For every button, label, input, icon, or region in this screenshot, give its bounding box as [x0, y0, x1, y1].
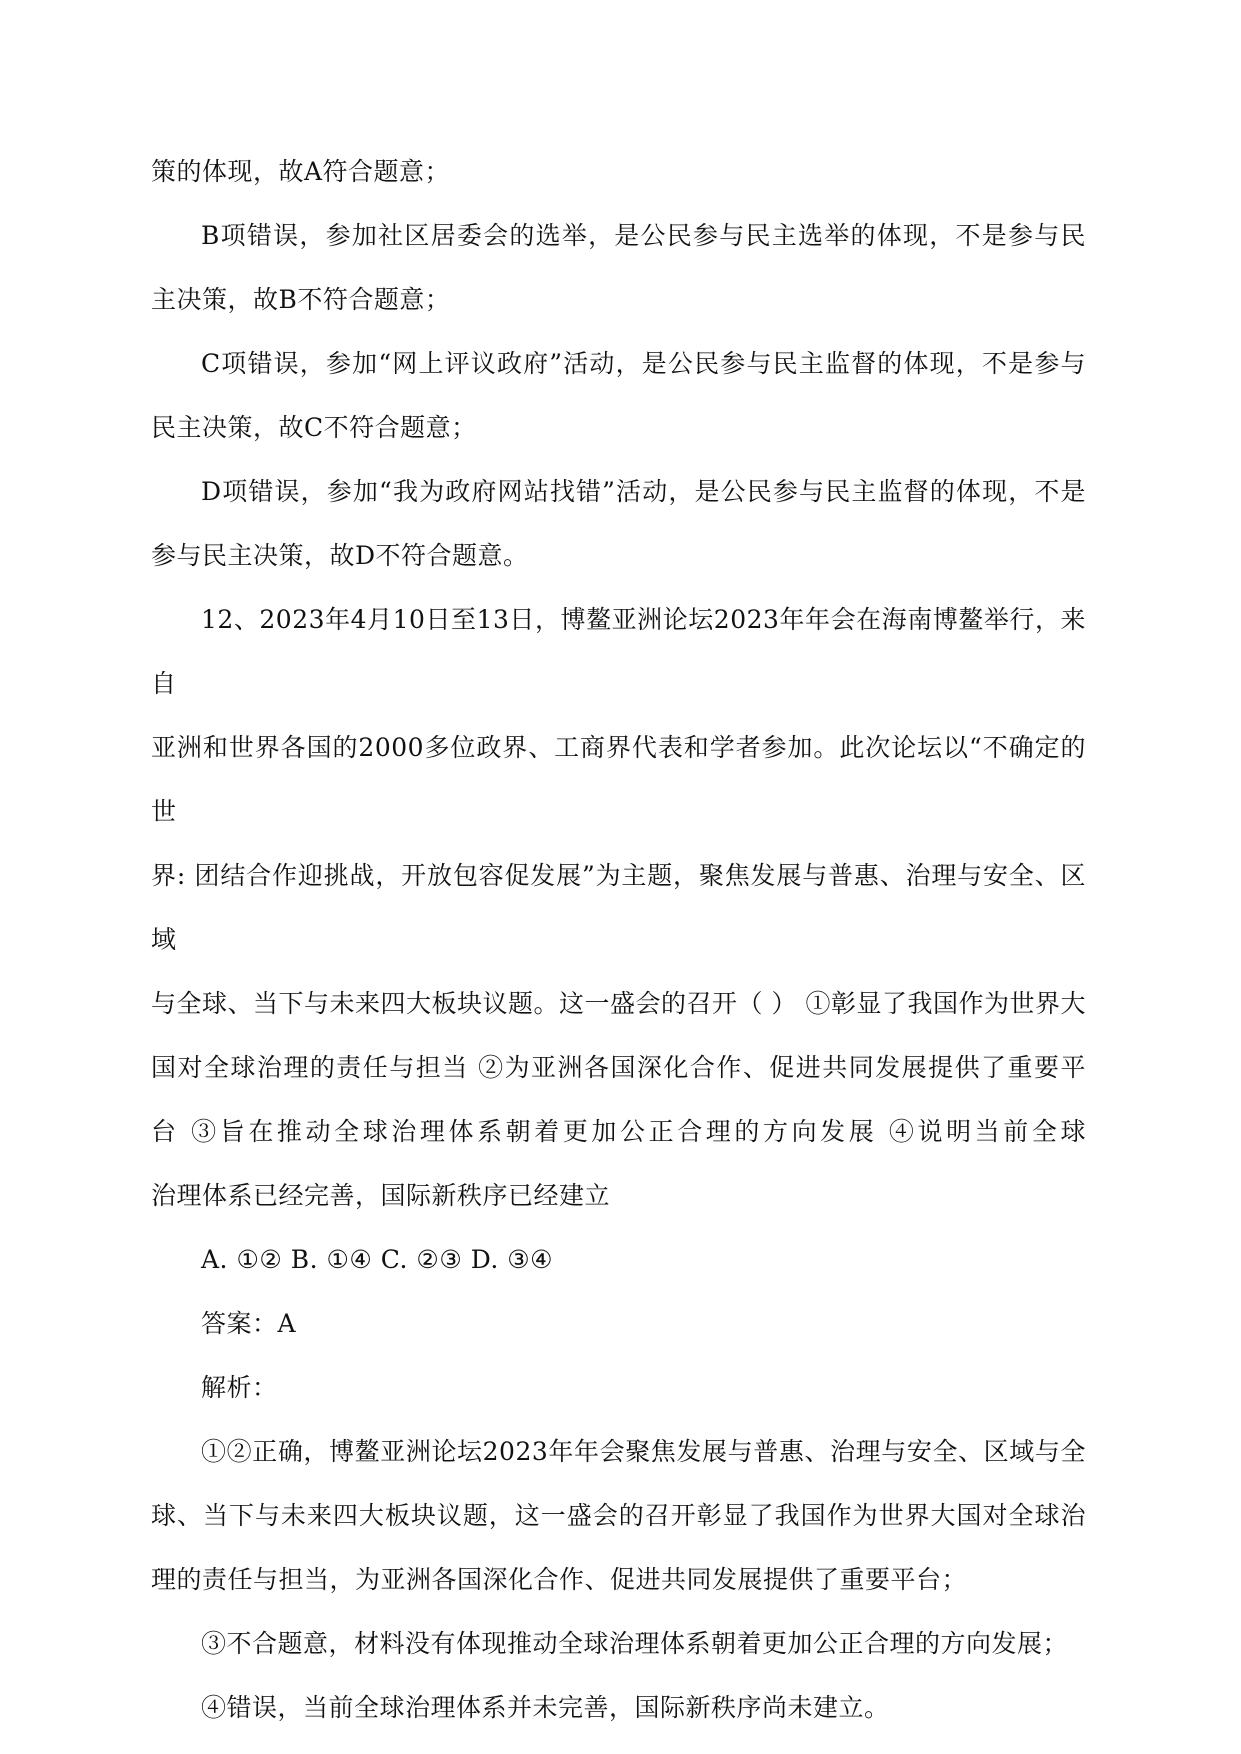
question-stem-line: 12、2023年4月10日至13日，博鳌亚洲论坛2023年年会在海南博鳌举行，来自	[151, 605, 1086, 698]
option-c-analysis: C项错误，参加“网上评议政府”活动，是公民参与民主监督的体现，不是参与民主决策，故C不符合题意；	[151, 349, 1086, 442]
statement-3: ③旨在推动全球治理体系朝着更加公正合理的方向发展	[191, 1117, 878, 1146]
analysis-statement-3: ③不合题意，材料没有体现推动全球治理体系朝着更加公正合理的方向发展；	[201, 1629, 1069, 1658]
answer: 答案：A	[201, 1309, 297, 1338]
option-d: D. ③④	[470, 1245, 554, 1274]
question-stem-line	[151, 1100, 1086, 1164]
option-d-analysis: D项错误，参加“我为政府网站找错”活动，是公民参与民主监督的体现，不是参与民主决策，故D不符合题意。	[151, 477, 1086, 570]
question-stem-line: 治理体系已经完善，国际新秩序已经建立	[151, 1181, 611, 1210]
document-body	[151, 140, 1086, 1740]
option-b-analysis: B项错误，参加社区居委会的选举，是公民参与民主选举的体现，不是参与民主决策，故B不符合题意；	[151, 221, 1086, 314]
question-stem-line	[151, 972, 1086, 1036]
option-a: A. ①②	[201, 1245, 283, 1274]
statement-2-cont: 台	[151, 1117, 180, 1146]
question-stem-text: 与全球、当下与未来四大板块议题。这一盛会的召开（ ）	[151, 989, 798, 1018]
question-options	[151, 1228, 1086, 1292]
statement-2: ②为亚洲各国深化合作、促进共同发展提供了重要平	[478, 1053, 1086, 1082]
question-12-stem	[151, 588, 1086, 1228]
analysis-statements-1-2: ①②正确，博鳌亚洲论坛2023年年会聚焦发展与普惠、治理与安全、区域与全球、当下与未来四大板块议题，这一盛会的召开彰显了我国作为世界大国对全球治理的责任与担当，为亚洲各国深化合作、促进共同发展提供了重要平台；	[151, 1437, 1086, 1594]
option-c: C. ②③	[380, 1245, 463, 1274]
analysis-label: 解析：	[201, 1373, 278, 1402]
statement-1-cont: 国对全球治理的责任与担当	[151, 1053, 469, 1082]
question-stem-line: 界: 团结合作迎挑战，开放包容促发展”为主题，聚焦发展与普惠、治理与安全、区域	[151, 861, 1086, 954]
question-stem-line: 亚洲和世界各国的2000多位政界、工商界代表和学者参加。此次论坛以“不确定的世	[151, 733, 1086, 826]
statement-1: ①彰显了我国作为世界大	[805, 989, 1086, 1018]
analysis-statement-4: ④错误，当前全球治理体系并未完善，国际新秩序尚未建立。	[201, 1693, 890, 1722]
statement-4: ④说明当前全球	[888, 1117, 1086, 1146]
option-b: B. ①④	[290, 1245, 373, 1274]
question-stem-line	[151, 1036, 1086, 1100]
option-a-analysis-tail: 策的体现，故A符合题意；	[151, 157, 451, 186]
